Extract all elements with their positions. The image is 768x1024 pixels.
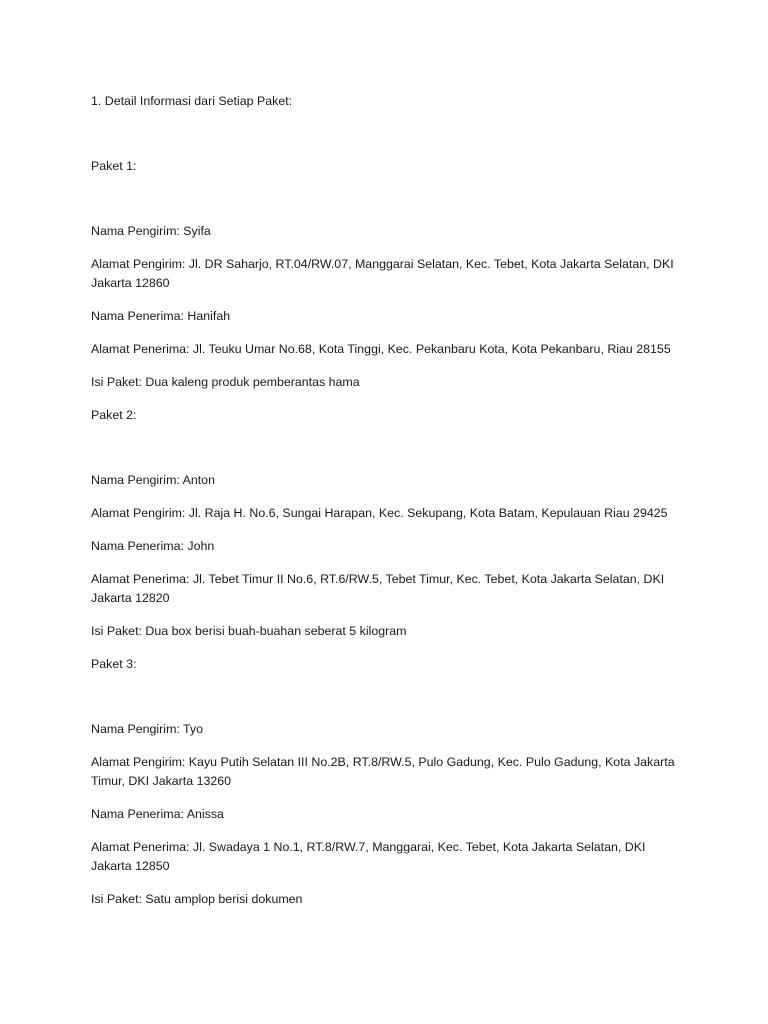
recipient-name: Nama Penerima: John [91,539,215,553]
sender-name: Nama Pengirim: Syifa [91,224,211,238]
package-3 [91,655,681,909]
sender-name: Nama Pengirim: Tyo [91,722,204,736]
sender-address: Alamat Pengirim: Kayu Putih Selatan III No.2B, RT.8/RW.5, Pulo Gadung, Kec. Pulo Gadung, Kota Jakarta Timur, DKI Jakarta 13260 [91,755,675,788]
package-title: Paket 1: [91,159,137,173]
package-title: Paket 2: [91,408,137,422]
package-title: Paket 3: [91,657,137,671]
recipient-name: Nama Penerima: Hanifah [91,309,231,323]
sender-address: Alamat Pengirim: Jl. Raja H. No.6, Sungai Harapan, Kec. Sekupang, Kota Batam, Kepulauan Riau 29425 [91,506,668,520]
recipient-name: Nama Penerima: Anissa [91,807,224,821]
document-body [91,92,681,923]
recipient-address: Alamat Penerima: Jl. Swadaya 1 No.1, RT.8/RW.7, Manggarai, Kec. Tebet, Kota Jakarta Selatan, DKI Jakarta 12850 [91,840,646,873]
package-1 [91,157,681,392]
sender-address: Alamat Pengirim: Jl. DR Saharjo, RT.04/RW.07, Manggarai Selatan, Kec. Tebet, Kota Jakarta Selatan, DKI Jakarta 12860 [91,257,674,290]
package-contents: Isi Paket: Dua kaleng produk pemberantas hama [91,375,360,389]
section-heading: 1. Detail Informasi dari Setiap Paket: [91,94,293,108]
package-contents: Isi Paket: Satu amplop berisi dokumen [91,892,303,906]
recipient-address: Alamat Penerima: Jl. Teuku Umar No.68, Kota Tinggi, Kec. Pekanbaru Kota, Kota Pekanbaru, Riau 28155 [91,342,671,356]
recipient-address: Alamat Penerima: Jl. Tebet Timur II No.6, RT.6/RW.5, Tebet Timur, Kec. Tebet, Kota Jakarta Selatan, DKI Jakarta 12820 [91,572,665,605]
sender-name: Nama Pengirim: Anton [91,473,215,487]
package-2 [91,406,681,641]
package-contents: Isi Paket: Dua box berisi buah-buahan seberat 5 kilogram [91,624,407,638]
